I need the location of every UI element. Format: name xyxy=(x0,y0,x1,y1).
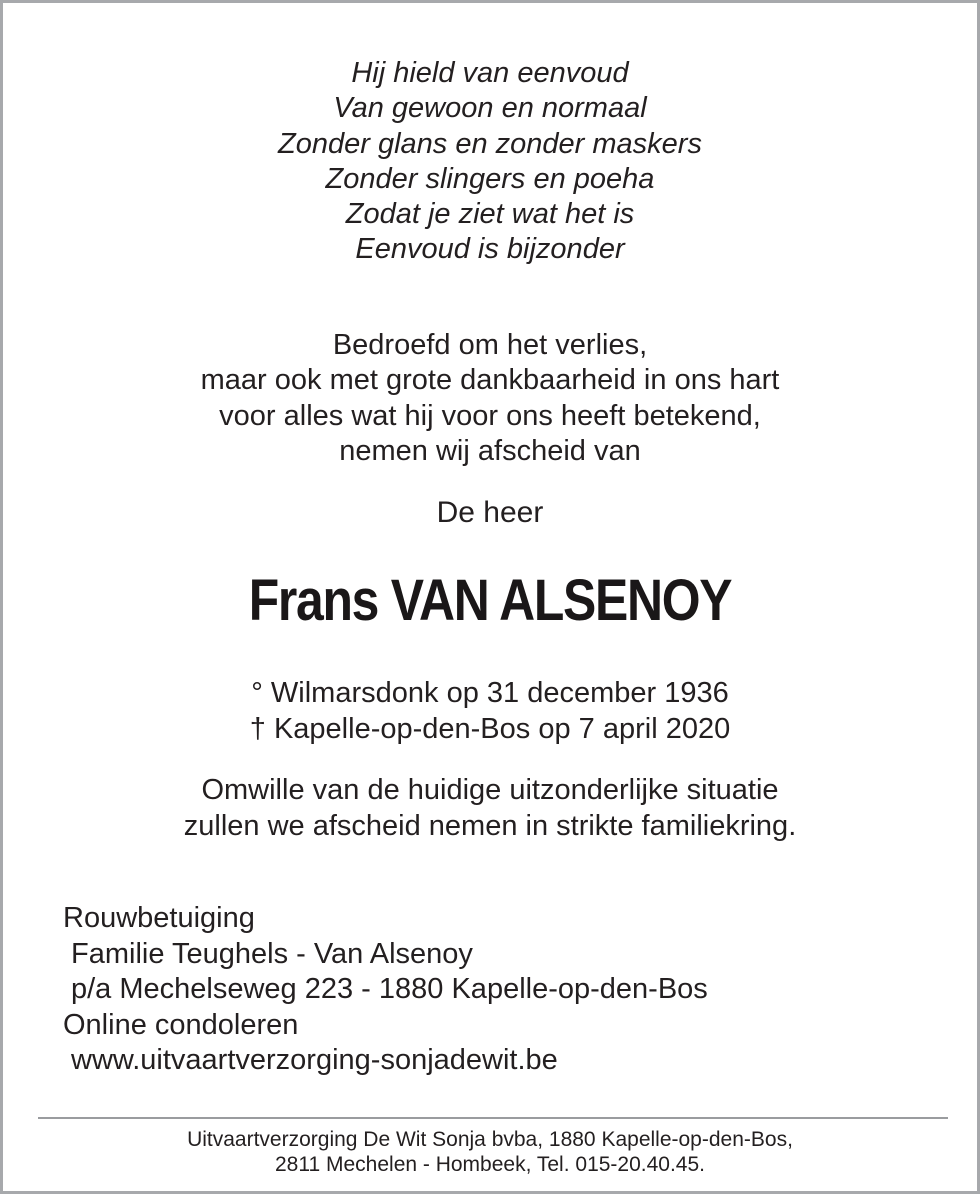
footer-line: 2811 Mechelen - Hombeek, Tel. 015-20.40.45. xyxy=(275,1153,705,1176)
funeral-home-footer xyxy=(3,1127,977,1177)
poem-line: Van gewoon en normaal xyxy=(333,92,647,125)
family-address: p/a Mechelseweg 223 - 1880 Kapelle-op-den-Bos xyxy=(71,973,708,1005)
funeral-notice xyxy=(3,772,977,844)
online-condolences-heading: Online condoleren xyxy=(63,1008,299,1041)
condolences-website: www.uitvaartverzorging-sonjadewit.be xyxy=(71,1044,558,1076)
footer-line: Uitvaartverzorging De Wit Sonja bvba, 1880 Kapelle-op-den-Bos, xyxy=(187,1128,793,1151)
death-date: † Kapelle-op-den-Bos op 7 april 2020 xyxy=(249,712,731,745)
poem-line: Zodat je ziet wat het is xyxy=(345,198,635,231)
life-dates xyxy=(3,676,977,747)
intro-line: voor alles wat hij voor ons heeft betekend, xyxy=(219,399,761,432)
condolences-heading: Rouwbetuiging xyxy=(63,902,255,934)
notice-line: Omwille van de huidige uitzonderlijke situatie xyxy=(201,774,779,806)
poem-line: Eenvoud is bijzonder xyxy=(355,233,625,266)
intro-text xyxy=(3,328,977,469)
intro-line: maar ook met grote dankbaarheid in ons hart xyxy=(200,364,780,397)
intro-line: Bedroefd om het verlies, xyxy=(332,329,648,361)
poem xyxy=(3,56,977,268)
notice-line: zullen we afscheid nemen in strikte familiekring. xyxy=(183,810,797,842)
honorific: De heer xyxy=(436,496,544,529)
poem-line: Zonder glans en zonder maskers xyxy=(278,127,702,160)
family-name: Familie Teughels - Van Alsenoy xyxy=(71,937,473,970)
birth-date: ° Wilmarsdonk op 31 december 1936 xyxy=(251,677,729,709)
deceased-name: Frans VAN ALSENOY xyxy=(248,568,732,633)
footer-divider xyxy=(38,1117,948,1119)
condolences-block xyxy=(63,901,708,1079)
intro-line: nemen wij afscheid van xyxy=(339,434,641,467)
poem-line: Hij hield van eenvoud xyxy=(351,57,629,89)
poem-line: Zonder slingers en poeha xyxy=(325,162,655,195)
